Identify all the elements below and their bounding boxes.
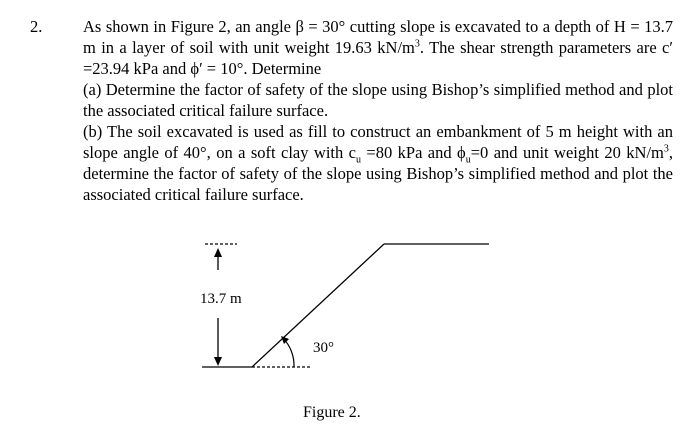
- subscript: u: [356, 154, 361, 166]
- question-part-b: (b) The soil excavated is used as fill to construct an embankment of 5 m height with an slope angle of 40°, on a soft clay with $c_u =80$ kPa and $\phi_u=0$ and unit weight 20 $kN/m^3$, determine the factor of safety of the slope using Bishop’s simplified method and plot the associated critical failure surface.: [83, 122, 673, 204]
- superscript: 3: [414, 38, 420, 50]
- question-number: 2.: [30, 17, 43, 36]
- dimension-arrow-down-icon: [214, 357, 222, 366]
- superscript: 3: [663, 143, 669, 155]
- angle-arrow-icon: [281, 336, 289, 344]
- angle-label: 30°: [313, 340, 334, 356]
- question-part-a: (a) Determine the factor of safety of the slope using Bishop’s simplified method and plot the associated critical failure surface.: [83, 80, 673, 120]
- dimension-arrow-up-icon: [214, 248, 222, 257]
- question-intro: As shown in Figure 2, an angle β = 30° cutting slope is excavated to a depth of H = 13.7 m in a layer of soil with unit weight 19.63 $kN/m^3$. The shear strength parameters are c′ =23.94 kPa and ϕ′ = 10°. Determine: [83, 17, 673, 78]
- figure-caption: Figure 2.: [303, 404, 361, 421]
- height-label: 13.7 m: [200, 291, 242, 307]
- subscript: u: [465, 154, 471, 166]
